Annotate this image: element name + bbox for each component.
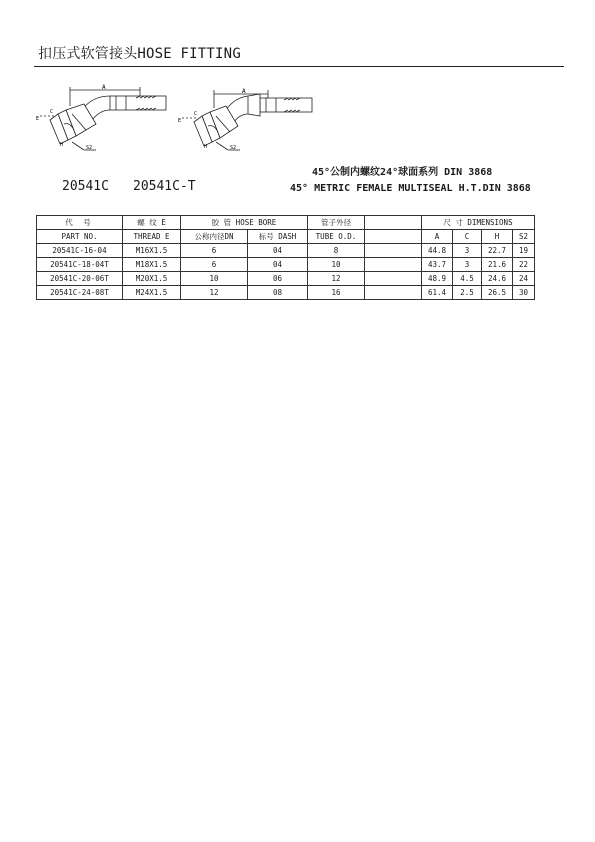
dim-label-a: A	[102, 84, 106, 91]
col-header-dash: 标号 DASH	[248, 230, 308, 244]
cell-a: 61.4	[422, 286, 453, 300]
title-divider	[34, 66, 564, 67]
cell-blank	[365, 286, 422, 300]
cell-blank	[365, 258, 422, 272]
fitting-drawing-20541c-t	[176, 84, 316, 156]
cell-tube: 8	[308, 244, 365, 258]
series-description-cn: 45°公制内螺纹24°球面系列 DIN 3868	[312, 167, 493, 178]
table-row	[37, 272, 535, 286]
dim-label-e-2: E	[178, 118, 182, 124]
col-header-tube-en: TUBE O.D.	[308, 230, 365, 244]
cell-thread: M16X1.5	[123, 244, 181, 258]
dim-label-h-2: H	[204, 144, 208, 150]
cell-part: 20541C-20-06T	[37, 272, 123, 286]
cell-part: 20541C-16-04	[37, 244, 123, 258]
cell-thread: M20X1.5	[123, 272, 181, 286]
page-title: 扣压式软管接头HOSE FITTING	[38, 46, 241, 62]
cell-blank	[365, 272, 422, 286]
cell-tube: 10	[308, 258, 365, 272]
cell-s2: 19	[513, 244, 535, 258]
series-description-en: 45° METRIC FEMALE MULTISEAL H.T.DIN 3868	[290, 183, 531, 194]
cell-a: 44.8	[422, 244, 453, 258]
cell-tube: 12	[308, 272, 365, 286]
col-header-part-cn: 代 号	[37, 216, 123, 230]
table-row	[37, 244, 535, 258]
col-header-thread-cn: 螺 纹 E	[123, 216, 181, 230]
col-header-dimensions: 尺 寸 DIMENSIONS	[422, 216, 535, 230]
cell-s2: 30	[513, 286, 535, 300]
col-header-dn: 公称内径DN	[181, 230, 248, 244]
cell-dn: 10	[181, 272, 248, 286]
dimensions-table	[36, 215, 535, 300]
cell-h: 24.6	[482, 272, 513, 286]
col-header-s2: S2	[513, 230, 535, 244]
col-header-h: H	[482, 230, 513, 244]
table-row	[37, 258, 535, 272]
series-code-20541c-t: 20541C-T	[133, 179, 196, 194]
cell-c: 3	[453, 244, 482, 258]
cell-thread: M18X1.5	[123, 258, 181, 272]
cell-part: 20541C-18-04T	[37, 258, 123, 272]
cell-part: 20541C-24-08T	[37, 286, 123, 300]
cell-tube: 16	[308, 286, 365, 300]
col-header-blank	[365, 216, 422, 230]
dim-label-c: C	[50, 109, 54, 115]
col-header-tube-cn: 管子外径	[308, 216, 365, 230]
dim-label-a-2: A	[242, 88, 246, 95]
table-header-row-1	[37, 216, 535, 230]
cell-dash: 04	[248, 244, 308, 258]
dim-label-s2: S2	[86, 145, 93, 151]
dim-label-e: E	[36, 116, 40, 122]
cell-a: 48.9	[422, 272, 453, 286]
table-row	[37, 286, 535, 300]
cell-dn: 6	[181, 258, 248, 272]
col-header-part-en: PART NO.	[37, 230, 123, 244]
dim-label-h: H	[60, 142, 64, 148]
cell-s2: 24	[513, 272, 535, 286]
cell-dash: 08	[248, 286, 308, 300]
cell-c: 4.5	[453, 272, 482, 286]
cell-c: 3	[453, 258, 482, 272]
cell-dn: 12	[181, 286, 248, 300]
cell-dash: 06	[248, 272, 308, 286]
cell-h: 22.7	[482, 244, 513, 258]
table-header-row-2	[37, 230, 535, 244]
col-header-blank-2	[365, 230, 422, 244]
cell-dash: 04	[248, 258, 308, 272]
dim-label-c-2: C	[194, 111, 198, 117]
series-code-20541c: 20541C	[62, 179, 109, 194]
cell-h: 21.6	[482, 258, 513, 272]
dim-label-s2-2: S2	[230, 145, 237, 151]
fitting-drawing-20541c	[36, 84, 176, 156]
cell-a: 43.7	[422, 258, 453, 272]
cell-thread: M24X1.5	[123, 286, 181, 300]
cell-s2: 22	[513, 258, 535, 272]
cell-dn: 6	[181, 244, 248, 258]
col-header-a: A	[422, 230, 453, 244]
col-header-c: C	[453, 230, 482, 244]
col-header-thread-en: THREAD E	[123, 230, 181, 244]
col-header-hose-bore: 胶 管 HOSE BORE	[181, 216, 308, 230]
cell-h: 26.5	[482, 286, 513, 300]
cell-c: 2.5	[453, 286, 482, 300]
cell-blank	[365, 244, 422, 258]
